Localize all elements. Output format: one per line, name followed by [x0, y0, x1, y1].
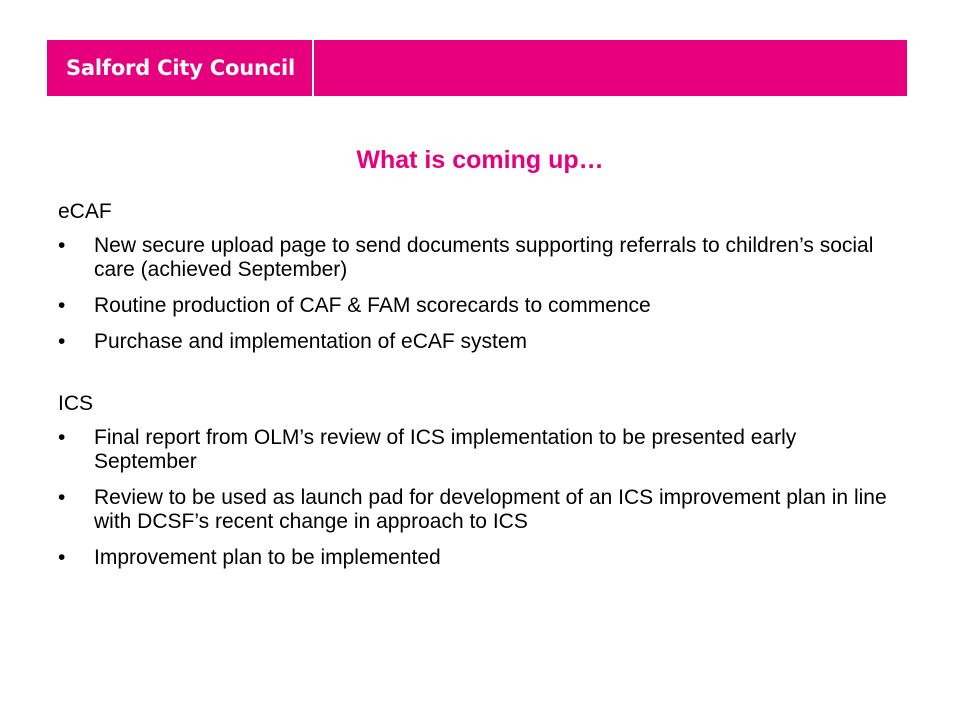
- bullet-icon: •: [58, 294, 66, 317]
- bullet-list-ecaf: [58, 234, 888, 354]
- list-item-text: Purchase and implementation of eCAF system: [94, 330, 528, 353]
- list-item-text: Improvement plan to be implemented: [94, 546, 441, 569]
- section-heading-ics: ICS: [58, 392, 94, 415]
- list-item-text: Review to be used as launch pad for development of an ICS improvement plan in line with DCSF’s recent change in approach to ICS: [94, 486, 887, 533]
- list-item-text: New secure upload page to send documents supporting referrals to children’s social care (achieved September): [94, 234, 874, 281]
- list-item: [58, 234, 888, 282]
- slide-content: [58, 200, 888, 582]
- bullet-list-ics: [58, 426, 888, 570]
- banner-divider: [312, 40, 314, 96]
- slide-title: What is coming up…: [356, 146, 604, 174]
- list-item: [58, 426, 888, 474]
- bullet-icon: •: [58, 486, 66, 509]
- bullet-icon: •: [58, 546, 66, 569]
- list-item-text: Routine production of CAF & FAM scorecards to commence: [94, 294, 651, 317]
- section-heading-ecaf: eCAF: [58, 200, 112, 223]
- list-item: [58, 486, 888, 534]
- council-logo: Salford City Council: [66, 56, 295, 80]
- bullet-icon: •: [58, 234, 66, 257]
- bullet-icon: •: [58, 426, 66, 449]
- list-item: [58, 330, 888, 354]
- list-item-text: Final report from OLM’s review of ICS implementation to be presented early September: [94, 426, 797, 473]
- header-banner: [47, 40, 907, 96]
- list-item: [58, 546, 888, 570]
- bullet-icon: •: [58, 330, 66, 353]
- list-item: [58, 294, 888, 318]
